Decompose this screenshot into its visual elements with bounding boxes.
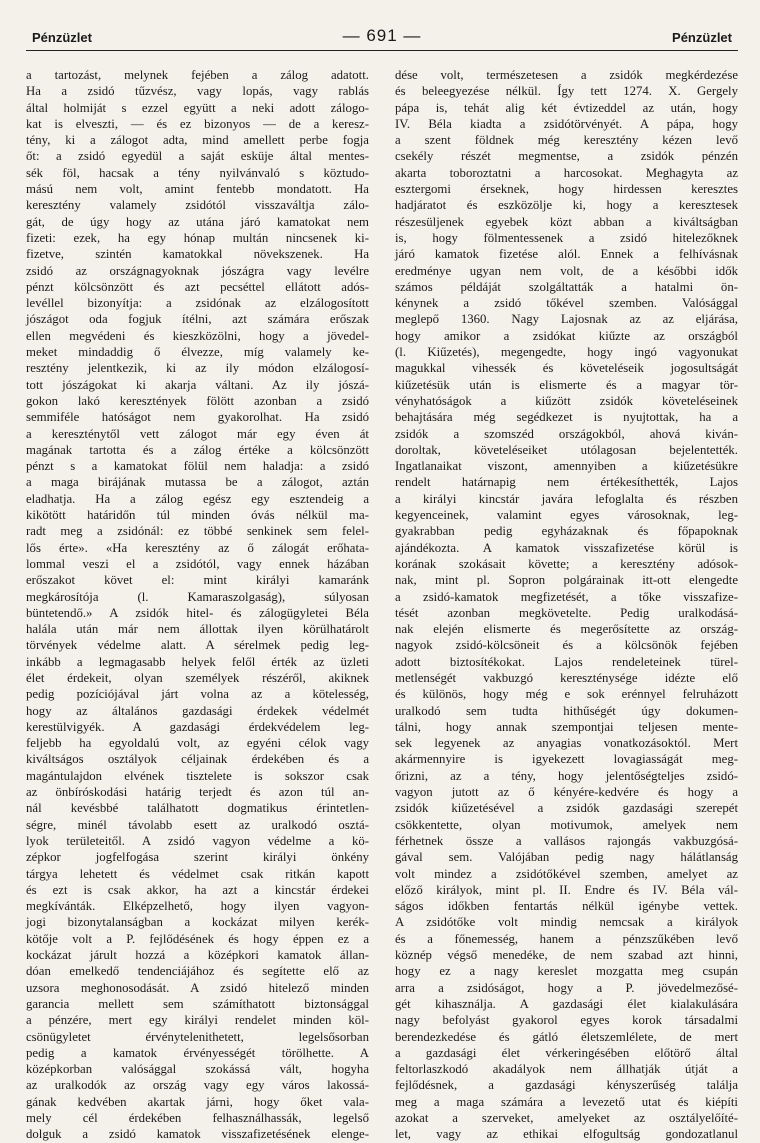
text-line: és különös, hogy még e sok erénnyel felruházott — [395, 687, 738, 702]
text-line: megkívánták. Elképzelhető, hogy ilyen vagyon- — [26, 899, 369, 914]
text-line: resztény jelentkezik, ki az ily módon elzálogosí- — [26, 361, 369, 376]
text-line: zsidó az országnagyoknak jószágra vagy levélre — [26, 263, 369, 278]
text-line: meglepő 1360. Nagy Lajosnak az az eljárása, — [395, 312, 738, 327]
text-line: nagy befolyást gyakorol egyes korok társadalmi — [395, 1013, 738, 1028]
text-line: feljebb ha egyoldalú volt, az egyéni célok vagy — [26, 736, 369, 751]
text-line: a királyi kincstár javára lefoglalta és részben — [395, 491, 738, 506]
text-line: eladhatja. Ha a zálog egész egy esztendeig a — [26, 491, 369, 506]
text-line: sék föl, hacsak a tény nyilvánvaló s köztudo- — [26, 165, 369, 180]
text-line: számos példáját szolgáltatták a hatalmi ön- — [395, 279, 738, 294]
text-line: részesüljenek egyebek közt abban a kiváltságban — [395, 214, 738, 229]
text-line: mely cél érdekében felhasználhassák, legelső — [26, 1111, 369, 1125]
text-line: csekély részét megmentse, a zsidók pénzén — [395, 149, 738, 164]
text-line: és a főnemesség, hanem a pénzszűkében levő — [395, 931, 738, 946]
text-line: Ingatlanaikat viszont, amennyiben a kiűzetésükre — [395, 459, 738, 474]
text-line: levéllel bizonyítja: a zsidónak az elzálogosított — [26, 296, 369, 311]
text-line: pénzt s a kamatokat fölül nem haladja: a zsidó — [26, 459, 369, 474]
text-line: kiváltságos osztályok céljainak érdekében és a — [26, 752, 369, 767]
text-line: a gazdasági élet vérkeringésében előtörő által — [395, 1045, 738, 1060]
text-line: eredménye ugyan nem volt, de a későbbi idők — [395, 263, 738, 278]
text-line: ajándékozta. A kamatok visszafizetése körül is — [395, 540, 738, 555]
text-line: lyok területeitől. A zsidó vagyon védelme a kö- — [26, 833, 369, 848]
text-line: is, hogy fölmentessenek a zsidó hitelezőknek — [395, 230, 738, 245]
text-columns — [26, 67, 738, 1143]
text-line: fizetve, szintén kamatokkal növekszenek. Ha — [26, 247, 369, 262]
text-line: uralkodó sem tudta hithűségét úgy dokumen- — [395, 703, 738, 718]
page-number: — 691 — — [342, 26, 422, 45]
text-line: nak elején elismerte és megerősítette az ország- — [395, 622, 738, 637]
text-line: Ha a zsidó tűzvész, vagy lopás, vagy rablás — [26, 84, 369, 99]
text-line: a zsidó-kamatok megfizetését, a tőke visszafize- — [395, 589, 738, 604]
text-line: keresztény valamely zsidótól visszaváltja zálo- — [26, 198, 369, 213]
text-line: kat is elveszti, — és ez bizonyos — de a keresz- — [26, 116, 369, 131]
text-line: meg a maga számára a levezető utat és kiépíti — [395, 1094, 738, 1109]
text-line: hadjáratot és eszközölje ki, hogy a keresztesek — [395, 198, 738, 213]
text-line: pénzt kölcsönzött és azt pecséttel ellátott adós- — [26, 279, 369, 294]
text-line: gával sem. Valójában pedig nagy hálátlanság — [395, 850, 738, 865]
text-line: lommal veszi el a zsidótól, vagy ennek házában — [26, 556, 369, 571]
text-line: gát, de úgy hogy az utána járó kamatokat nem — [26, 214, 369, 229]
header-left-title: Pénzüzlet — [32, 30, 92, 45]
text-line: megkárosítója (l. Kamaraszolgaság), súlyosan — [26, 589, 369, 604]
text-line: dése volt, természetesen a zsidók megkérdezése — [395, 68, 738, 82]
text-line: a tartozást, melynek fejében a zálog adatott. — [26, 68, 369, 82]
text-line: gyakrabban pedig egyházaknak és főpapoknak — [395, 524, 738, 539]
text-line: jószágot oda fogjuk ítélni, azt számára erőszak — [26, 312, 369, 327]
text-line: kockázat járult hozzá a középkori kamatok állan- — [26, 948, 369, 963]
text-line: zsidók a szomszéd országokból, ahová kiván- — [395, 426, 738, 441]
text-line: köznép végső menedéke, de nem szabad azt hinni, — [395, 948, 738, 963]
text-line: nak, mint pl. Sopron polgárainak itt-ott elengedte — [395, 573, 738, 588]
text-line: volt mindez a zsidótőkével szemben, amelyet az — [395, 866, 738, 881]
text-line: által holmiját s ezzel együtt a neki adott zálogo- — [26, 100, 369, 115]
text-line: fizeti: ezek, ha egy hónap multán nincsenek ki- — [26, 230, 369, 245]
text-line: semmiféle hatóságot nem gyakorolhat. Ha zsidó — [26, 410, 369, 425]
text-line: esztergomi érseknek, hogy hirdessen keresztes — [395, 182, 738, 197]
text-line: a szent földnek még keresztény kézen levő — [395, 133, 738, 148]
text-line: azokat a szerveket, amelyeket az osztályelőíté- — [395, 1111, 738, 1125]
text-line: (l. Kiűzetés), megengedte, hogy ingó vagyonukat — [395, 345, 738, 360]
text-line: élet érdekeit, olyan személyek részéről, akiknek — [26, 670, 369, 685]
text-line: ségre, minél távolabb esett az uralkodó osztá- — [26, 817, 369, 832]
text-line: tálni, hogy annak szempontjai teljesen mente- — [395, 719, 738, 734]
running-header — [26, 26, 738, 51]
text-line: ellen megvédeni és kieszközölni, hogy a jövedel- — [26, 328, 369, 343]
text-line: az önbíróskodási határig terjedt és azon túl an- — [26, 785, 369, 800]
text-line: feltorlaszkodó akadályok nem állhatják útját a — [395, 1062, 738, 1077]
text-line: férhetnek össze a vallásos rajongás vakbuzgósá- — [395, 833, 738, 848]
left-column — [26, 67, 369, 1143]
text-line: pedig a kamatok érvényességét törölhette. A — [26, 1045, 369, 1060]
text-line: őt: a zsidó egyedül a saját esküje által mentes- — [26, 149, 369, 164]
text-line: középkorban valósággal szokássá vált, hogyha — [26, 1062, 369, 1077]
text-line: berendezkedése és gátló életszemlélete, de mert — [395, 1029, 738, 1044]
text-line: magának tartotta és a zálog értéke a kölcsönzött — [26, 442, 369, 457]
text-line: és ezt is csak akkor, ha azt a kincstár érdekei — [26, 882, 369, 897]
text-line: őrizni, az a tény, hogy jelentőségteljes zsidó- — [395, 768, 738, 783]
text-line: gokon lakó keresztények fölött azonban a zsidó — [26, 393, 369, 408]
text-line: csökkentette, olyan motivumok, amelyek nem — [395, 817, 738, 832]
text-line: kötője volt a P. fejlődésének és hogy éppen ez a — [26, 931, 369, 946]
text-line: mású nem volt, amint fentebb mondatott. Ha — [26, 182, 369, 197]
text-line: ságos időkben fentartás nélkül igénybe vettek. — [395, 899, 738, 914]
text-line: vényhatóságok a kiűzött zsidók követeléseinek — [395, 393, 738, 408]
text-line: akármennyire is igyekezett lovagiasságát meg- — [395, 752, 738, 767]
text-line: a maga birájának mutassa be a zálogot, aztán — [26, 475, 369, 490]
text-line: büntetendő.» A zsidók hitel- és zálogügyletei Béla — [26, 605, 369, 620]
text-line: hogy ez a nagy kereslet mozgatta meg csupán — [395, 964, 738, 979]
text-line: járó kamatok fizetése alól. Ennek a felhívásnak — [395, 247, 738, 262]
text-line: garancia mellett sem számíthatott biztonsággal — [26, 996, 369, 1011]
text-line: gának kedvében akartak járni, hogy őket vala- — [26, 1094, 369, 1109]
text-line: törvények védelme alatt. A sérelmek pedig leg- — [26, 638, 369, 653]
text-line: magántulajdon elvének tisztelete is sokszor csak — [26, 768, 369, 783]
text-line: behajtására még segédkezet is nyujtottak, ha a — [395, 410, 738, 425]
text-line: vagyon jutott az ő kényére-kedvére és hogy a — [395, 785, 738, 800]
text-line: nál kevésbbé találhatott dogmatikus érintetlen- — [26, 801, 369, 816]
right-column — [395, 67, 738, 1143]
text-line: meket mindaddig ő élvezze, míg valamely ke- — [26, 345, 369, 360]
text-line: IV. Béla kiadta a zsidótörvényét. A pápa, hogy — [395, 116, 738, 131]
text-line: inkább a legmagasabb helyek felől érték az üzleti — [26, 654, 369, 669]
text-line: arra a zsidóságot, hogy a P. jövedelmezősé- — [395, 980, 738, 995]
text-line: kiűzetésük után is elismerte és a magyar tör- — [395, 377, 738, 392]
text-line: a kereszténytől vett zálogot már egy éven át — [26, 426, 369, 441]
text-line: és beleegyezése nélkül. Így tett 1274. X. Gergely — [395, 84, 738, 99]
text-line: a pénzére, mert egy királyi rendelet minden köl- — [26, 1013, 369, 1028]
text-line: az uralkodók az ország vagy egy város lakossá- — [26, 1078, 369, 1093]
text-line: zsidók kiűzetésével a zsidók gazdasági szerepét — [395, 801, 738, 816]
text-line: tény, ki a zálogot adta, mind amellett perbe fogja — [26, 133, 369, 148]
text-line: korának szokásait követte; a keresztény adósok- — [395, 556, 738, 571]
text-line: nagyok zsidó-kölcsöneit és a kölcsönök fejében — [395, 638, 738, 653]
text-line: gét kihasználja. A gazdasági élet kialakulására — [395, 996, 738, 1011]
text-line: tárgya lehetett és védelmet csak ritkán kapott — [26, 866, 369, 881]
text-line: A zsidótőke volt mindig nemcsak a királyok — [395, 915, 738, 930]
text-line: dóan emelkedő tendenciájához és segítette elő az — [26, 964, 369, 979]
text-line: uzsora meghonosodását. A zsidó hitelező minden — [26, 980, 369, 995]
text-line: erőszakot követ el: mint királyi kamaránk — [26, 573, 369, 588]
text-line: fejlődésnek, a gazdasági kényszerűség találja — [395, 1078, 738, 1093]
header-right-title: Pénzüzlet — [672, 30, 732, 45]
text-line: kénynek a zsidó tőkével szemben. Valósággal — [395, 296, 738, 311]
text-line: tott jószágokat ki akarja váltani. Az ily jószá- — [26, 377, 369, 392]
text-line: let, vagy az ethikai elfogultság gondozatlanul — [395, 1127, 738, 1142]
text-line: jogi bizonytalanságban a kockázat milyen kerék- — [26, 915, 369, 930]
text-line: lős érte». «Ha keresztény az ő zálogát erőhata- — [26, 540, 369, 555]
text-line: csönügyletet érvénytelenithetett, legelsősorban — [26, 1029, 369, 1044]
text-line: előző királyok, mint pl. II. Endre és IV. Béla vál- — [395, 882, 738, 897]
text-line: kerestülvigyék. A gazdasági érdekvédelem leg- — [26, 719, 369, 734]
text-line: tését azonban megkövetelte. Pedig uralkodásá- — [395, 605, 738, 620]
text-line: akarta toboroztatni a harcosokat. Meghagyta az — [395, 165, 738, 180]
text-line: hogy amikor a zsidókat kiűzte az országból — [395, 328, 738, 343]
text-line: sek legyenek az anyagias vonatkozásoktól. Mert — [395, 736, 738, 751]
text-line: radt meg a zsidónál: ez többé senkinek sem felel- — [26, 524, 369, 539]
text-line: doroltak, követeléseiket utólagosan bejelentették. — [395, 442, 738, 457]
text-line: pedig pozíciójával járt volna az a kötelesség, — [26, 687, 369, 702]
text-line: adott biztosítékokat. Lajos rendeleteinek türel- — [395, 654, 738, 669]
text-line: hogy az általános gazdasági érdekek védelmét — [26, 703, 369, 718]
text-line: rendelt határnapig nem értékesíthették, Lajos — [395, 475, 738, 490]
text-line: kikötött határidőn túl minden óvás nélkül ma- — [26, 508, 369, 523]
text-line: metlenségét vakbuzgó kereszténysége idézte elő — [395, 670, 738, 685]
text-line: zépkor jogfelfogása szerint királyi önkény — [26, 850, 369, 865]
text-line: kegyenceinek, valamint egyes városoknak, leg- — [395, 508, 738, 523]
text-line: halála után már nem állottak ilyen körülhatárolt — [26, 622, 369, 637]
text-line: magukkal vihessék és követeléseik jogosultságát — [395, 361, 738, 376]
text-line: pápa is, tehát alig két évtizeddel az után, hogy — [395, 100, 738, 115]
text-line: dolguk a zsidó kamatok visszafizetésének elenge- — [26, 1127, 369, 1142]
